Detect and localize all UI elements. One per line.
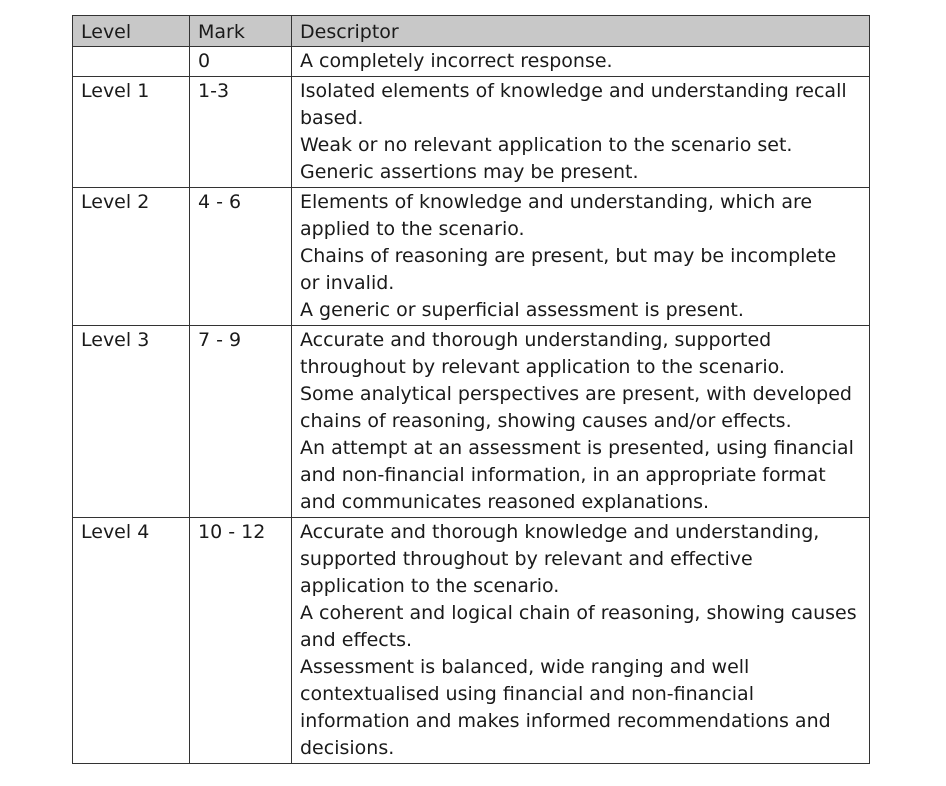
mark-cell: 7 - 9 xyxy=(190,326,292,518)
table-row xyxy=(73,47,870,77)
header-level: Level xyxy=(73,16,190,47)
descriptor-line: An attempt at an assessment is presented, using financial and non-financial information, in an appropriate format and communicates reasoned explanations. xyxy=(300,437,854,513)
descriptor-cell xyxy=(292,77,870,188)
table-row xyxy=(73,326,870,518)
descriptor-line: A completely incorrect response. xyxy=(300,50,613,72)
table-header-row xyxy=(73,16,870,47)
descriptor-line: Accurate and thorough knowledge and understanding, supported throughout by relevant and effective application to the scenario. xyxy=(300,521,820,597)
descriptor-cell xyxy=(292,47,870,77)
descriptor-line: Generic assertions may be present. xyxy=(300,161,639,183)
mark-cell: 4 - 6 xyxy=(190,188,292,326)
table-row xyxy=(73,518,870,764)
level-cell: Level 2 xyxy=(73,188,190,326)
mark-cell: 10 - 12 xyxy=(190,518,292,764)
mark-cell: 0 xyxy=(190,47,292,77)
level-cell: Level 1 xyxy=(73,77,190,188)
header-descriptor: Descriptor xyxy=(292,16,870,47)
table-row xyxy=(73,77,870,188)
descriptor-line: Assessment is balanced, wide ranging and well contextualised using financial and non-financial information and makes informed recommendations and decisions. xyxy=(300,656,831,759)
descriptor-cell xyxy=(292,188,870,326)
level-cell: Level 3 xyxy=(73,326,190,518)
level-cell: Level 4 xyxy=(73,518,190,764)
descriptor-cell xyxy=(292,518,870,764)
table-row xyxy=(73,188,870,326)
descriptor-cell xyxy=(292,326,870,518)
descriptor-line: Weak or no relevant application to the scenario set. xyxy=(300,134,793,156)
descriptor-line: A generic or superficial assessment is present. xyxy=(300,299,744,321)
mark-cell: 1-3 xyxy=(190,77,292,188)
descriptor-line: Some analytical perspectives are present, with developed chains of reasoning, showing causes and/or effects. xyxy=(300,383,852,432)
level-cell xyxy=(73,47,190,77)
descriptor-line: A coherent and logical chain of reasoning, showing causes and effects. xyxy=(300,602,857,651)
descriptor-line: Chains of reasoning are present, but may be incomplete or invalid. xyxy=(300,245,837,294)
levels-of-response-table xyxy=(72,15,870,764)
descriptor-line: Elements of knowledge and understanding, which are applied to the scenario. xyxy=(300,191,813,240)
descriptor-line: Isolated elements of knowledge and understanding recall based. xyxy=(300,80,847,129)
header-mark: Mark xyxy=(190,16,292,47)
descriptor-line: Accurate and thorough understanding, supported throughout by relevant application to the scenario. xyxy=(300,329,785,378)
